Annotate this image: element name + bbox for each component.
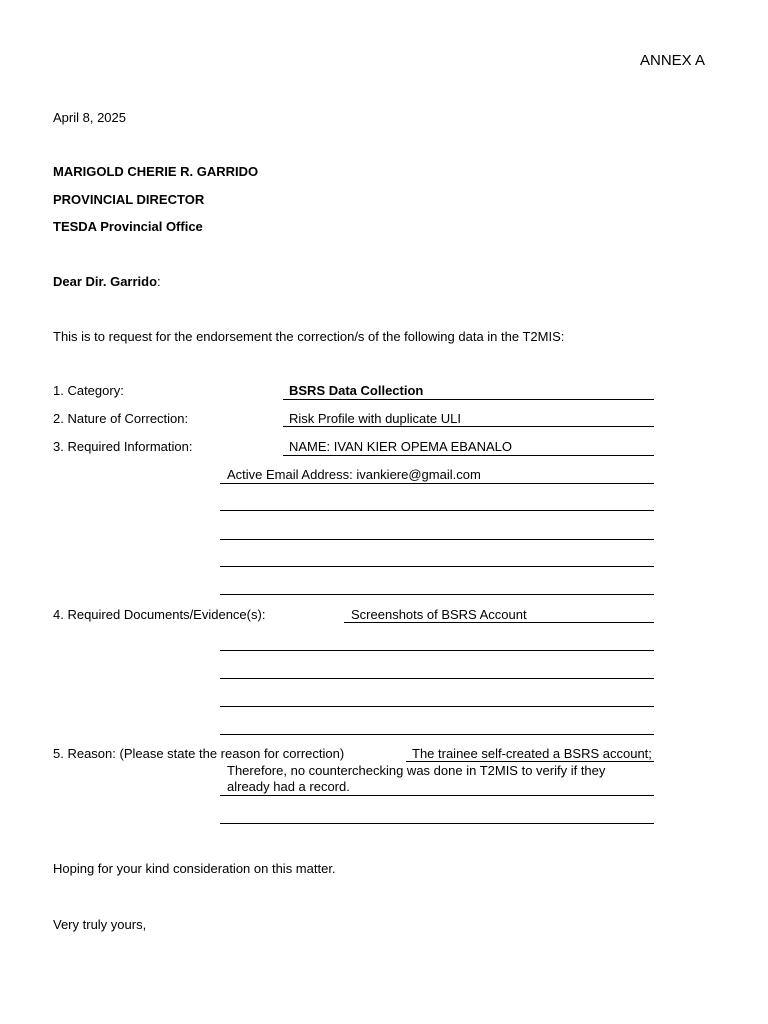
category-label: 1. Category: [53, 383, 124, 398]
blank-line [220, 823, 654, 824]
blank-line [220, 678, 654, 679]
category-value: BSRS Data Collection [289, 383, 424, 398]
required-name-underline [283, 455, 654, 456]
blank-line [220, 539, 654, 540]
nature-underline [283, 426, 654, 427]
nature-value: Risk Profile with duplicate ULI [289, 411, 461, 426]
blank-line [220, 734, 654, 735]
annex-label: ANNEX A [640, 52, 706, 69]
reason-line-1: The trainee self-created a BSRS account; [412, 746, 652, 761]
documents-underline [344, 622, 654, 623]
salutation-colon: : [157, 274, 161, 289]
recipient-office: TESDA Provincial Office [53, 219, 203, 234]
required-info-name: NAME: IVAN KIER OPEMA EBANALO [289, 439, 512, 454]
documents-value: Screenshots of BSRS Account [351, 607, 527, 622]
salutation [53, 274, 161, 290]
reason-underline-1 [406, 761, 654, 762]
letter-date: April 8, 2025 [53, 110, 126, 125]
recipient-name: MARIGOLD CHERIE R. GARRIDO [53, 164, 259, 179]
reason-line-2: Therefore, no counterchecking was done in T2MIS to verify if they already had a record. [227, 763, 606, 794]
salutation-name: Dear Dir. Garrido [53, 274, 158, 289]
recipient-position: PROVINCIAL DIRECTOR [53, 192, 205, 207]
blank-line [220, 650, 654, 651]
signoff: Very truly yours, [53, 917, 147, 932]
blank-line [220, 594, 654, 595]
required-info-label: 3. Required Information: [53, 439, 193, 454]
category-underline [283, 399, 654, 400]
reason-label: 5. Reason: (Please state the reason for correction) [53, 746, 345, 761]
blank-line [220, 566, 654, 567]
blank-line [220, 510, 654, 511]
required-email-underline [220, 483, 654, 484]
nature-label: 2. Nature of Correction: [53, 411, 189, 426]
closing-line: Hoping for your kind consideration on this matter. [53, 861, 336, 876]
documents-label: 4. Required Documents/Evidence(s): [53, 607, 266, 622]
intro-paragraph: This is to request for the endorsement the correction/s of the following data in the T2MIS: [53, 329, 565, 344]
reason-underline-2 [220, 795, 654, 796]
blank-line [220, 706, 654, 707]
required-info-email: Active Email Address: ivankiere@gmail.com [227, 467, 481, 482]
